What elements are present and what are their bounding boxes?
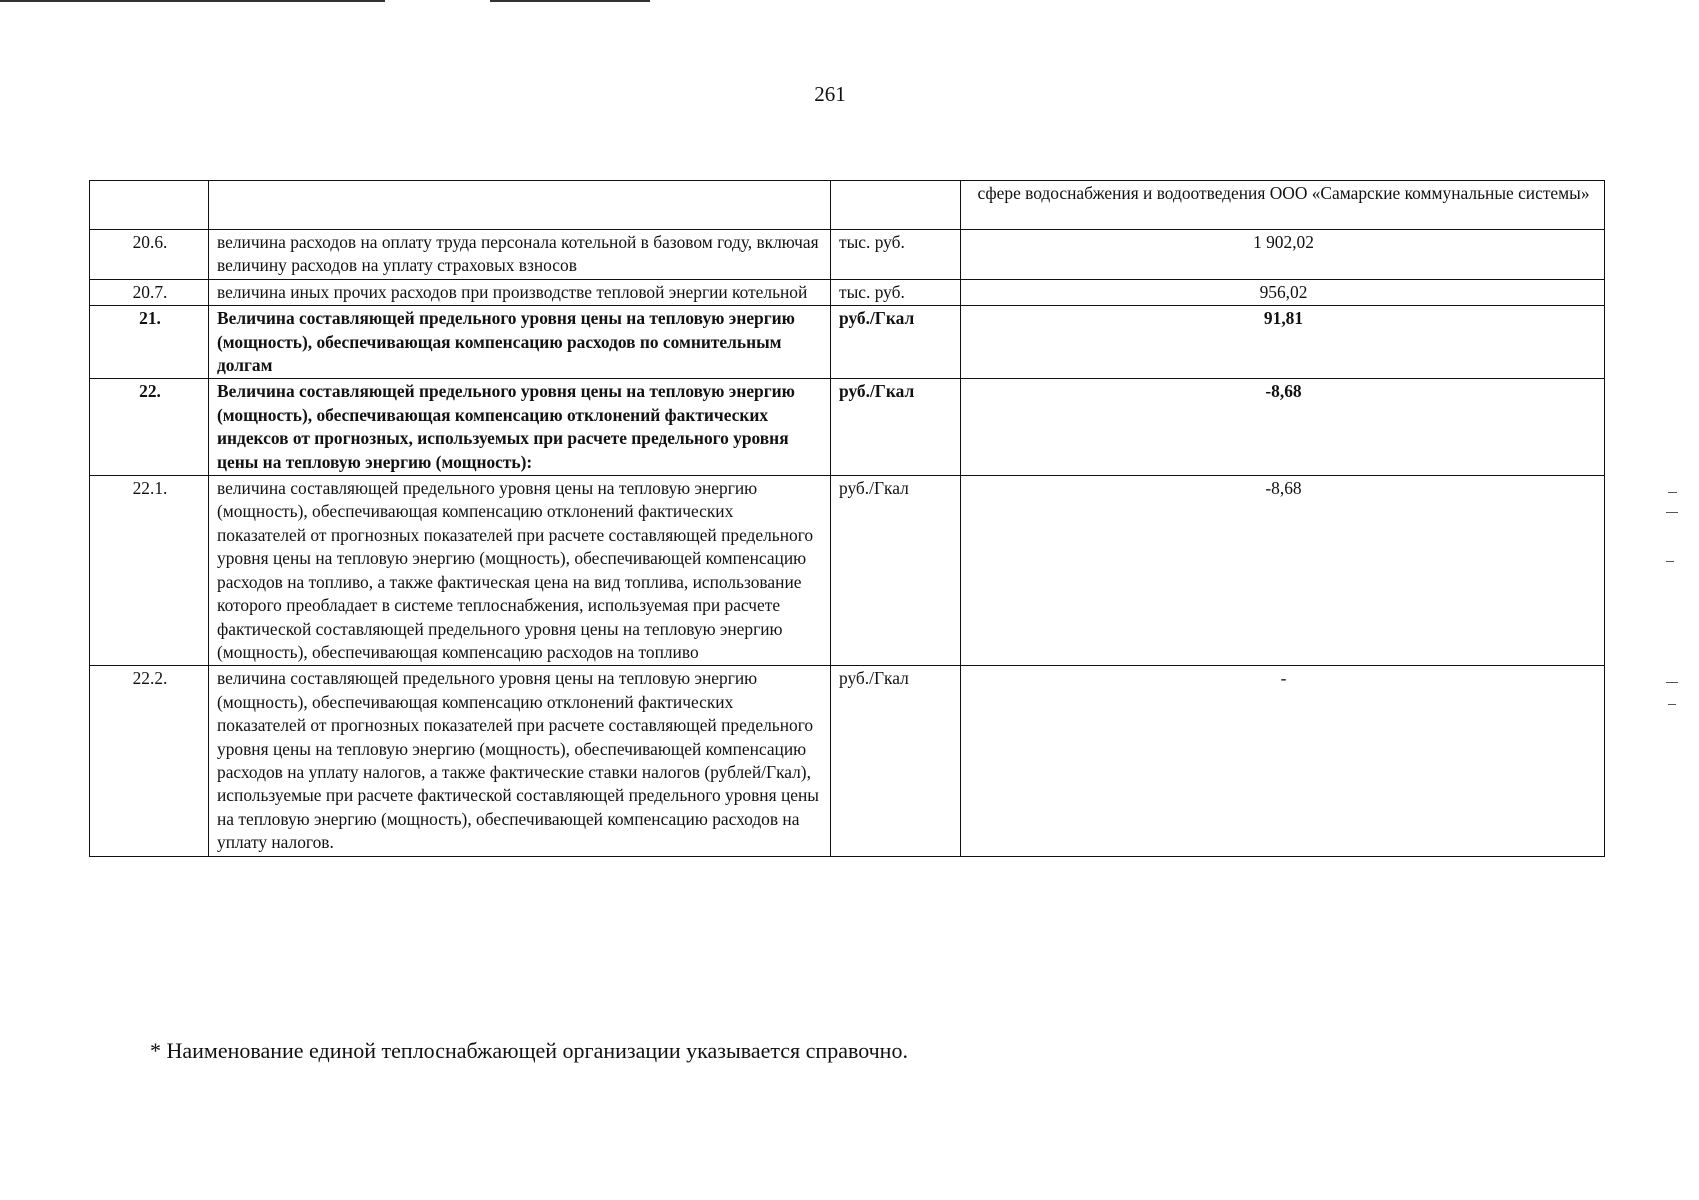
tariff-table xyxy=(89,180,1605,857)
row-unit: тыс. руб. xyxy=(831,230,961,280)
row-value: - xyxy=(961,666,1605,856)
table-row xyxy=(90,476,1605,666)
page-number: 261 xyxy=(814,82,846,106)
row-value: 956,02 xyxy=(961,279,1605,305)
row-description: величина иных прочих расходов при производстве тепловой энергии котельной xyxy=(209,279,831,305)
row-unit: руб./Гкал xyxy=(831,666,961,856)
scan-mark xyxy=(1668,704,1676,705)
row-value: 91,81 xyxy=(961,306,1605,379)
table-row xyxy=(90,279,1605,305)
row-unit: тыс. руб. xyxy=(831,279,961,305)
tariff-table-wrapper xyxy=(89,180,1604,857)
row-description: Величина составляющей предельного уровня цены на тепловую энергию (мощность), обеспечивающая компенсацию отклонений фактических индексов от прогнозных, используемых при расчете предельного уровня цены на тепловую энергию (мощность): xyxy=(209,379,831,476)
scan-edge-top-right xyxy=(490,0,650,2)
header-unit-cell xyxy=(831,181,961,230)
header-value-cell: сфере водоснабжения и водоотведения ООО «Самарские коммунальные системы» xyxy=(961,181,1605,230)
table-row xyxy=(90,230,1605,280)
row-unit: руб./Гкал xyxy=(831,476,961,666)
scan-mark xyxy=(1668,492,1677,493)
header-num-cell xyxy=(90,181,209,230)
row-number: 22.1. xyxy=(90,476,209,666)
table-row xyxy=(90,306,1605,379)
table-row xyxy=(90,666,1605,856)
row-description: величина расходов на оплату труда персонала котельной в базовом году, включая величину расходов на уплату страховых взносов xyxy=(209,230,831,280)
row-number: 20.6. xyxy=(90,230,209,280)
row-value: -8,68 xyxy=(961,379,1605,476)
row-description: величина составляющей предельного уровня цены на тепловую энергию (мощность), обеспечивающая компенсацию отклонений фактических показателей от прогнозных показателей при расчете составляющей предельного уровня цены на тепловую энергию (мощность), обеспечивающей компенсацию расходов на уплату налогов, а также фактические ставки налогов (рублей/Гкал), используемые при расчете фактической составляющей предельного уровня цены на тепловую энергию (мощность), обеспечивающей компенсацию расходов на уплату налогов. xyxy=(209,666,831,856)
row-number: 21. xyxy=(90,306,209,379)
scan-mark xyxy=(1666,682,1678,683)
row-unit: руб./Гкал xyxy=(831,379,961,476)
row-unit: руб./Гкал xyxy=(831,306,961,379)
row-value: -8,68 xyxy=(961,476,1605,666)
header-desc-cell xyxy=(209,181,831,230)
row-description: величина составляющей предельного уровня цены на тепловую энергию (мощность), обеспечивающая компенсацию отклонений фактических показателей от прогнозных показателей при расчете составляющей предельного уровня цены на тепловую энергию (мощность), обеспечивающей компенсацию расходов на топливо, а также фактическая цена на вид топлива, использование которого преобладает в системе теплоснабжения, используемая при расчете фактической составляющей предельного уровня цены на тепловую энергию (мощность), обеспечивающая компенсацию расходов на топливо xyxy=(209,476,831,666)
scan-mark xyxy=(1666,512,1678,513)
row-value: 1 902,02 xyxy=(961,230,1605,280)
row-description: Величина составляющей предельного уровня цены на тепловую энергию (мощность), обеспечивающая компенсацию расходов по сомнительным долгам xyxy=(209,306,831,379)
row-number: 22.2. xyxy=(90,666,209,856)
scan-mark xyxy=(1666,561,1674,562)
footnote: * Наименование единой теплоснабжающей организации указывается справочно. xyxy=(150,1038,908,1063)
table-header-row xyxy=(90,181,1605,230)
scan-edge-top-left xyxy=(0,0,385,2)
table-row xyxy=(90,379,1605,476)
row-number: 20.7. xyxy=(90,279,209,305)
row-number: 22. xyxy=(90,379,209,476)
